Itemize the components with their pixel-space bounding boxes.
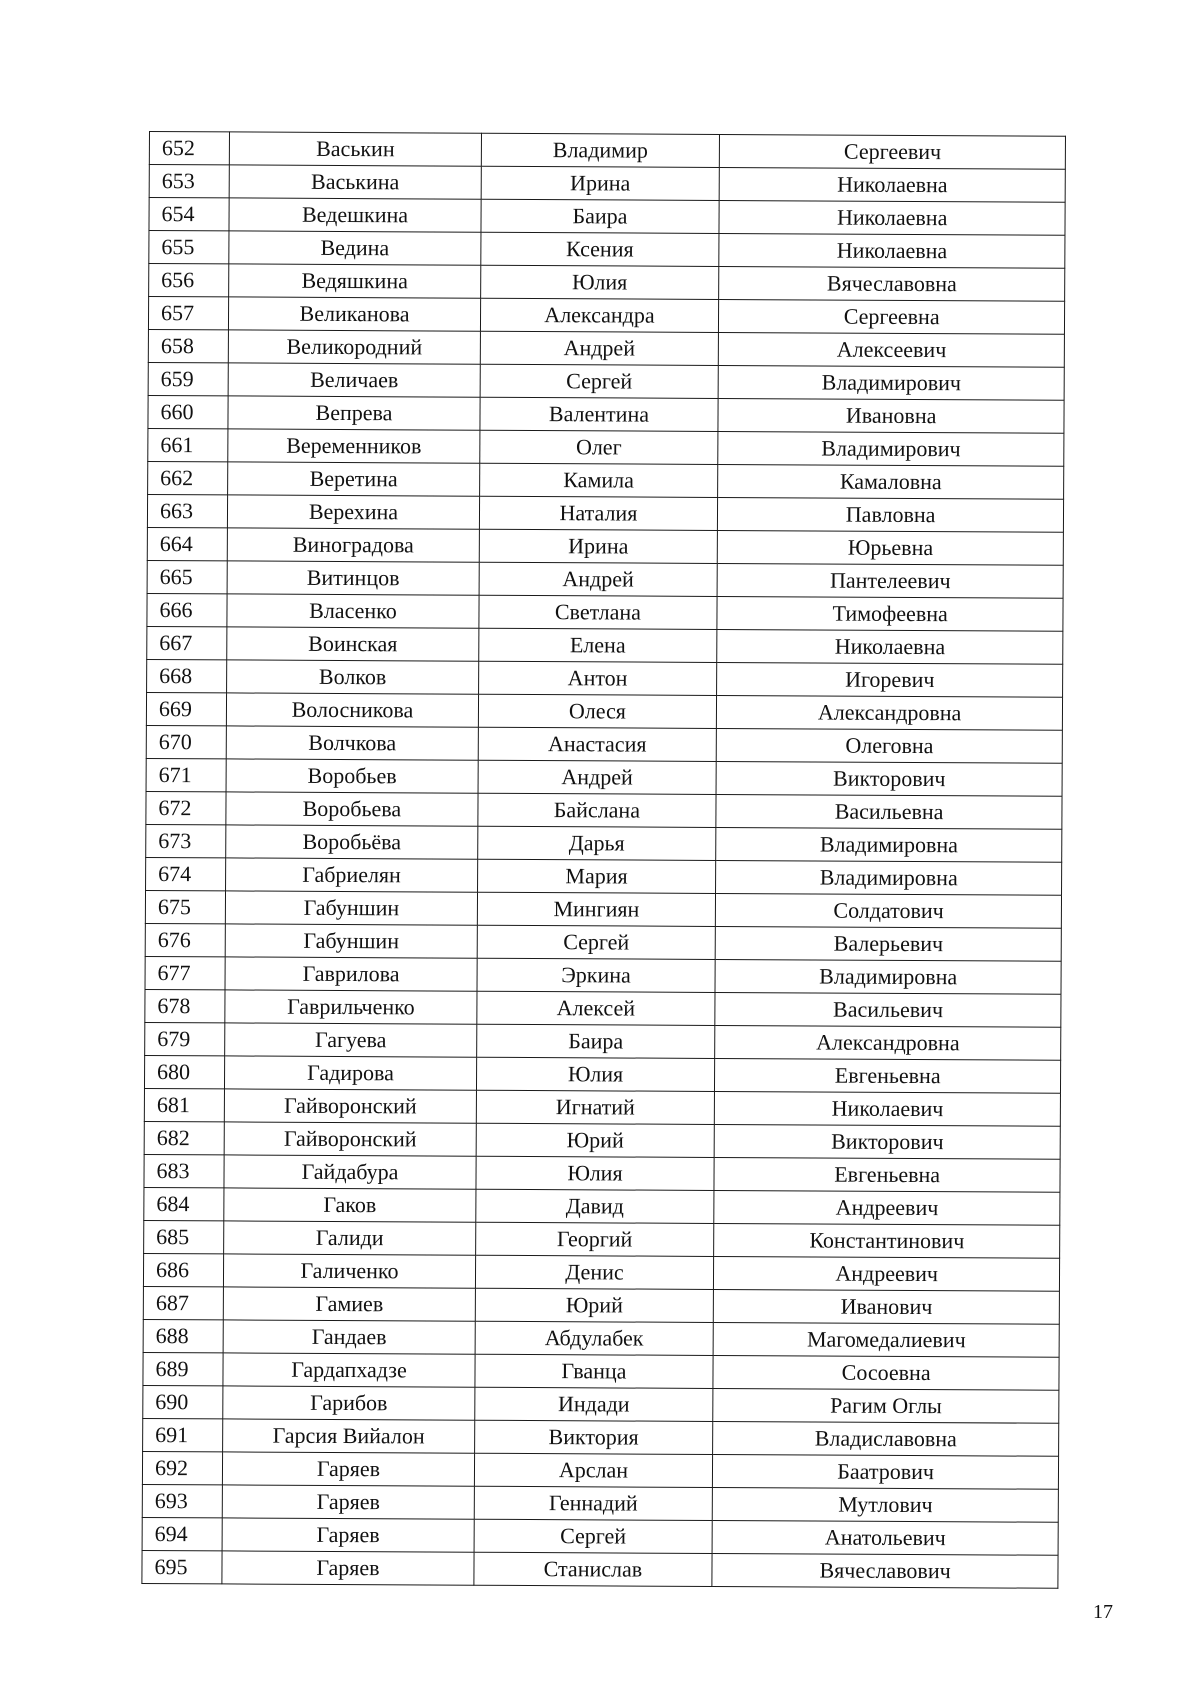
- row-number-cell: 661: [148, 428, 229, 461]
- table-row: [148, 297, 1064, 335]
- page-number: 17: [1093, 1601, 1113, 1623]
- patronymic-cell: Сергеевич: [720, 134, 1066, 169]
- first-name-cell: Олеся: [478, 694, 717, 728]
- patronymic-cell: Олеговна: [717, 728, 1063, 763]
- patronymic-cell: Владимирович: [718, 365, 1064, 400]
- first-name-cell: Наталия: [479, 496, 718, 530]
- last-name-cell: Гарибов: [223, 1386, 474, 1420]
- table-row: [143, 1319, 1059, 1357]
- row-number-cell: 655: [149, 231, 230, 264]
- patronymic-cell: Солдатович: [716, 893, 1062, 928]
- row-number-cell: 690: [143, 1385, 224, 1418]
- table-row: [147, 626, 1063, 664]
- table-row: [143, 1418, 1059, 1456]
- table-row: [144, 1220, 1060, 1258]
- patronymic-cell: Ивановна: [718, 398, 1064, 433]
- row-number-cell: 674: [146, 857, 227, 890]
- patronymic-cell: Николаевна: [719, 200, 1065, 235]
- patronymic-cell: Владимировна: [716, 860, 1062, 895]
- last-name-cell: Вепрева: [228, 396, 479, 430]
- last-name-cell: Гаряев: [222, 1518, 473, 1552]
- last-name-cell: Галиди: [224, 1221, 475, 1255]
- patronymic-cell: Викторович: [716, 761, 1062, 796]
- table-row: [146, 692, 1062, 730]
- table-row: [149, 264, 1065, 302]
- first-name-cell: Юрий: [476, 1123, 715, 1157]
- first-name-cell: Андрей: [478, 760, 717, 794]
- first-name-cell: Олег: [479, 430, 718, 464]
- patronymic-cell: Валерьевич: [715, 926, 1061, 961]
- patronymic-cell: Вячеславовна: [719, 266, 1065, 301]
- patronymic-cell: Вячеславович: [712, 1553, 1058, 1588]
- first-name-cell: Виктория: [474, 1420, 713, 1454]
- table-row: [148, 461, 1064, 499]
- patronymic-cell: Владимировна: [715, 959, 1061, 994]
- last-name-cell: Гаков: [224, 1188, 475, 1222]
- patronymic-cell: Баатрович: [713, 1454, 1059, 1489]
- row-number-cell: 669: [146, 692, 227, 725]
- row-number-cell: 659: [148, 362, 229, 395]
- last-name-cell: Гарсия Вийалон: [223, 1419, 474, 1453]
- table-row: [143, 1286, 1059, 1324]
- last-name-cell: Воробьева: [226, 792, 477, 826]
- row-number-cell: 664: [147, 527, 228, 560]
- table-row: [146, 824, 1062, 862]
- last-name-cell: Гаряев: [222, 1551, 473, 1585]
- table-row: [147, 560, 1063, 598]
- last-name-cell: Ведяшкина: [229, 264, 480, 298]
- patronymic-cell: Александровна: [715, 1025, 1061, 1060]
- table-row: [148, 362, 1064, 400]
- row-number-cell: 693: [142, 1484, 223, 1517]
- row-number-cell: 679: [145, 1022, 226, 1055]
- last-name-cell: Волков: [227, 660, 478, 694]
- first-name-cell: Юлия: [476, 1057, 715, 1091]
- first-name-cell: Владимир: [481, 133, 720, 167]
- last-name-cell: Воробьев: [226, 759, 477, 793]
- first-name-cell: Светлана: [479, 595, 718, 629]
- row-number-cell: 672: [146, 791, 227, 824]
- table-row: [149, 165, 1065, 203]
- table-row: [144, 1154, 1060, 1192]
- patronymic-cell: Игоревич: [717, 662, 1063, 697]
- last-name-cell: Гайворонский: [225, 1122, 476, 1156]
- patronymic-cell: Васильевна: [716, 794, 1062, 829]
- names-table-body: [142, 132, 1066, 1589]
- patronymic-cell: Андреевич: [714, 1256, 1060, 1291]
- row-number-cell: 658: [148, 329, 229, 362]
- first-name-cell: Алексей: [476, 991, 715, 1025]
- last-name-cell: Гаврильченко: [225, 990, 476, 1024]
- patronymic-cell: Сергеевна: [719, 299, 1065, 334]
- first-name-cell: Сергей: [477, 925, 716, 959]
- row-number-cell: 686: [143, 1253, 224, 1286]
- first-name-cell: Игнатий: [476, 1090, 715, 1124]
- patronymic-cell: Николаевна: [719, 233, 1065, 268]
- first-name-cell: Ирина: [479, 529, 718, 563]
- patronymic-cell: Владиславовна: [713, 1421, 1059, 1456]
- row-number-cell: 680: [144, 1055, 225, 1088]
- row-number-cell: 666: [147, 593, 228, 626]
- patronymic-cell: Владимирович: [718, 431, 1064, 466]
- row-number-cell: 665: [147, 560, 228, 593]
- first-name-cell: Камила: [479, 463, 718, 497]
- row-number-cell: 689: [143, 1352, 224, 1385]
- table-row: [147, 659, 1063, 697]
- last-name-cell: Гандаев: [223, 1320, 474, 1354]
- table-row: [144, 1121, 1060, 1159]
- row-number-cell: 670: [146, 725, 227, 758]
- table-row: [145, 923, 1061, 961]
- row-number-cell: 667: [147, 626, 228, 659]
- row-number-cell: 677: [145, 956, 226, 989]
- patronymic-cell: Николаевич: [715, 1091, 1061, 1126]
- last-name-cell: Гаврилова: [225, 957, 476, 991]
- patronymic-cell: Николаевна: [717, 629, 1063, 664]
- first-name-cell: Арслан: [474, 1453, 713, 1487]
- first-name-cell: Андрей: [480, 331, 719, 365]
- table-row: [145, 989, 1061, 1027]
- row-number-cell: 653: [149, 165, 230, 198]
- row-number-cell: 652: [149, 132, 230, 165]
- patronymic-cell: Владимировна: [716, 827, 1062, 862]
- row-number-cell: 683: [144, 1154, 225, 1187]
- patronymic-cell: Сосоевна: [713, 1355, 1059, 1390]
- patronymic-cell: Алексеевич: [719, 332, 1065, 367]
- last-name-cell: Витинцов: [227, 561, 478, 595]
- last-name-cell: Гайдабура: [224, 1155, 475, 1189]
- patronymic-cell: Иванович: [714, 1289, 1060, 1324]
- last-name-cell: Галиченко: [224, 1254, 475, 1288]
- row-number-cell: 657: [148, 297, 229, 330]
- last-name-cell: Власенко: [227, 594, 478, 628]
- first-name-cell: Баира: [476, 1024, 715, 1058]
- last-name-cell: Васькин: [230, 132, 481, 166]
- first-name-cell: Андрей: [479, 562, 718, 596]
- row-number-cell: 676: [145, 923, 226, 956]
- table-row: [143, 1352, 1059, 1390]
- table-row: [142, 1550, 1058, 1588]
- first-name-cell: Сергей: [480, 364, 719, 398]
- row-number-cell: 663: [147, 494, 228, 527]
- patronymic-cell: Васильевич: [715, 992, 1061, 1027]
- first-name-cell: Абдулабек: [475, 1321, 714, 1355]
- table-row: [147, 494, 1063, 532]
- first-name-cell: Байслана: [477, 793, 716, 827]
- table-row: [143, 1385, 1059, 1423]
- row-number-cell: 675: [145, 890, 226, 923]
- first-name-cell: Баира: [481, 199, 720, 233]
- last-name-cell: Ведина: [229, 231, 480, 265]
- last-name-cell: Гамиев: [224, 1287, 475, 1321]
- table-row: [144, 1187, 1060, 1225]
- first-name-cell: Эркина: [477, 958, 716, 992]
- table-row: [145, 956, 1061, 994]
- last-name-cell: Гайворонский: [225, 1089, 476, 1123]
- patronymic-cell: Камаловна: [718, 464, 1064, 499]
- row-number-cell: 660: [148, 395, 229, 428]
- table-row: [146, 758, 1062, 796]
- first-name-cell: Давид: [475, 1189, 714, 1223]
- first-name-cell: Георгий: [475, 1222, 714, 1256]
- last-name-cell: Васькина: [230, 165, 481, 199]
- patronymic-cell: Павловна: [718, 497, 1064, 532]
- table-row: [142, 1517, 1058, 1555]
- table-row: [149, 132, 1065, 170]
- table-row: [143, 1253, 1059, 1291]
- first-name-cell: Станислав: [473, 1552, 712, 1586]
- table-row: [149, 198, 1065, 236]
- table-row: [142, 1451, 1058, 1489]
- first-name-cell: Александра: [480, 298, 719, 332]
- table-row: [149, 231, 1065, 269]
- patronymic-cell: Магомедалиевич: [713, 1322, 1059, 1357]
- table-row: [148, 428, 1064, 466]
- row-number-cell: 656: [149, 264, 230, 297]
- patronymic-cell: Юрьевна: [718, 530, 1064, 565]
- row-number-cell: 691: [143, 1418, 224, 1451]
- first-name-cell: Ирина: [481, 166, 720, 200]
- row-number-cell: 687: [143, 1286, 224, 1319]
- last-name-cell: Величаев: [228, 363, 479, 397]
- row-number-cell: 678: [145, 989, 226, 1022]
- last-name-cell: Волосникова: [227, 693, 478, 727]
- first-name-cell: Сергей: [474, 1519, 713, 1553]
- row-number-cell: 695: [142, 1550, 223, 1583]
- row-number-cell: 668: [147, 659, 228, 692]
- row-number-cell: 654: [149, 198, 230, 231]
- patronymic-cell: Андреевич: [714, 1190, 1060, 1225]
- table-row: [148, 329, 1064, 367]
- last-name-cell: Верехина: [228, 495, 479, 529]
- last-name-cell: Габриелян: [226, 858, 477, 892]
- last-name-cell: Великанова: [229, 297, 480, 331]
- last-name-cell: Гаряев: [223, 1452, 474, 1486]
- first-name-cell: Ксения: [480, 232, 719, 266]
- row-number-cell: 662: [148, 461, 229, 494]
- last-name-cell: Веретина: [228, 462, 479, 496]
- last-name-cell: Воинская: [227, 627, 478, 661]
- row-number-cell: 684: [144, 1187, 225, 1220]
- table-row: [144, 1088, 1060, 1126]
- last-name-cell: Гаряев: [223, 1485, 474, 1519]
- table-row: [148, 395, 1064, 433]
- row-number-cell: 694: [142, 1517, 223, 1550]
- first-name-cell: Юлия: [480, 265, 719, 299]
- row-number-cell: 692: [142, 1451, 223, 1484]
- patronymic-cell: Тимофеевна: [717, 596, 1063, 631]
- table-row: [146, 857, 1062, 895]
- patronymic-cell: Евгеньевна: [715, 1058, 1061, 1093]
- first-name-cell: Денис: [475, 1255, 714, 1289]
- last-name-cell: Гагуева: [225, 1023, 476, 1057]
- patronymic-cell: Евгеньевна: [714, 1157, 1060, 1192]
- row-number-cell: 685: [144, 1220, 225, 1253]
- first-name-cell: Гванца: [475, 1354, 714, 1388]
- patronymic-cell: Мутлович: [713, 1487, 1059, 1522]
- table-row: [147, 527, 1063, 565]
- patronymic-cell: Николаевна: [719, 167, 1065, 202]
- last-name-cell: Виноградова: [228, 528, 479, 562]
- first-name-cell: Дарья: [477, 826, 716, 860]
- patronymic-cell: Александровна: [717, 695, 1063, 730]
- last-name-cell: Гадирова: [225, 1056, 476, 1090]
- row-number-cell: 688: [143, 1319, 224, 1352]
- table-row: [144, 1055, 1060, 1093]
- patronymic-cell: Рагим Оглы: [713, 1388, 1059, 1423]
- first-name-cell: Мингиян: [477, 892, 716, 926]
- last-name-cell: Волчкова: [227, 726, 478, 760]
- table-row: [147, 593, 1063, 631]
- table-row: [146, 725, 1062, 763]
- table-row: [145, 890, 1061, 928]
- patronymic-cell: Пантелеевич: [717, 563, 1063, 598]
- last-name-cell: Ведешкина: [229, 198, 480, 232]
- last-name-cell: Великородний: [229, 330, 480, 364]
- table-row: [145, 1022, 1061, 1060]
- patronymic-cell: Константинович: [714, 1223, 1060, 1258]
- row-number-cell: 671: [146, 758, 227, 791]
- table-row: [146, 791, 1062, 829]
- first-name-cell: Валентина: [480, 397, 719, 431]
- first-name-cell: Юлия: [476, 1156, 715, 1190]
- row-number-cell: 681: [144, 1088, 225, 1121]
- last-name-cell: Воробьёва: [226, 825, 477, 859]
- first-name-cell: Геннадий: [474, 1486, 713, 1520]
- first-name-cell: Антон: [478, 661, 717, 695]
- patronymic-cell: Анатольевич: [712, 1520, 1058, 1555]
- last-name-cell: Гардапхадзе: [223, 1353, 474, 1387]
- first-name-cell: Юрий: [475, 1288, 714, 1322]
- last-name-cell: Габуншин: [226, 924, 477, 958]
- patronymic-cell: Викторович: [714, 1124, 1060, 1159]
- row-number-cell: 682: [144, 1121, 225, 1154]
- first-name-cell: Анастасия: [478, 727, 717, 761]
- first-name-cell: Елена: [478, 628, 717, 662]
- last-name-cell: Веременников: [228, 429, 479, 463]
- first-name-cell: Мария: [477, 859, 716, 893]
- first-name-cell: Индади: [474, 1387, 713, 1421]
- last-name-cell: Габуншин: [226, 891, 477, 925]
- row-number-cell: 673: [146, 824, 227, 857]
- names-table: [141, 131, 1066, 1589]
- table-row: [142, 1484, 1058, 1522]
